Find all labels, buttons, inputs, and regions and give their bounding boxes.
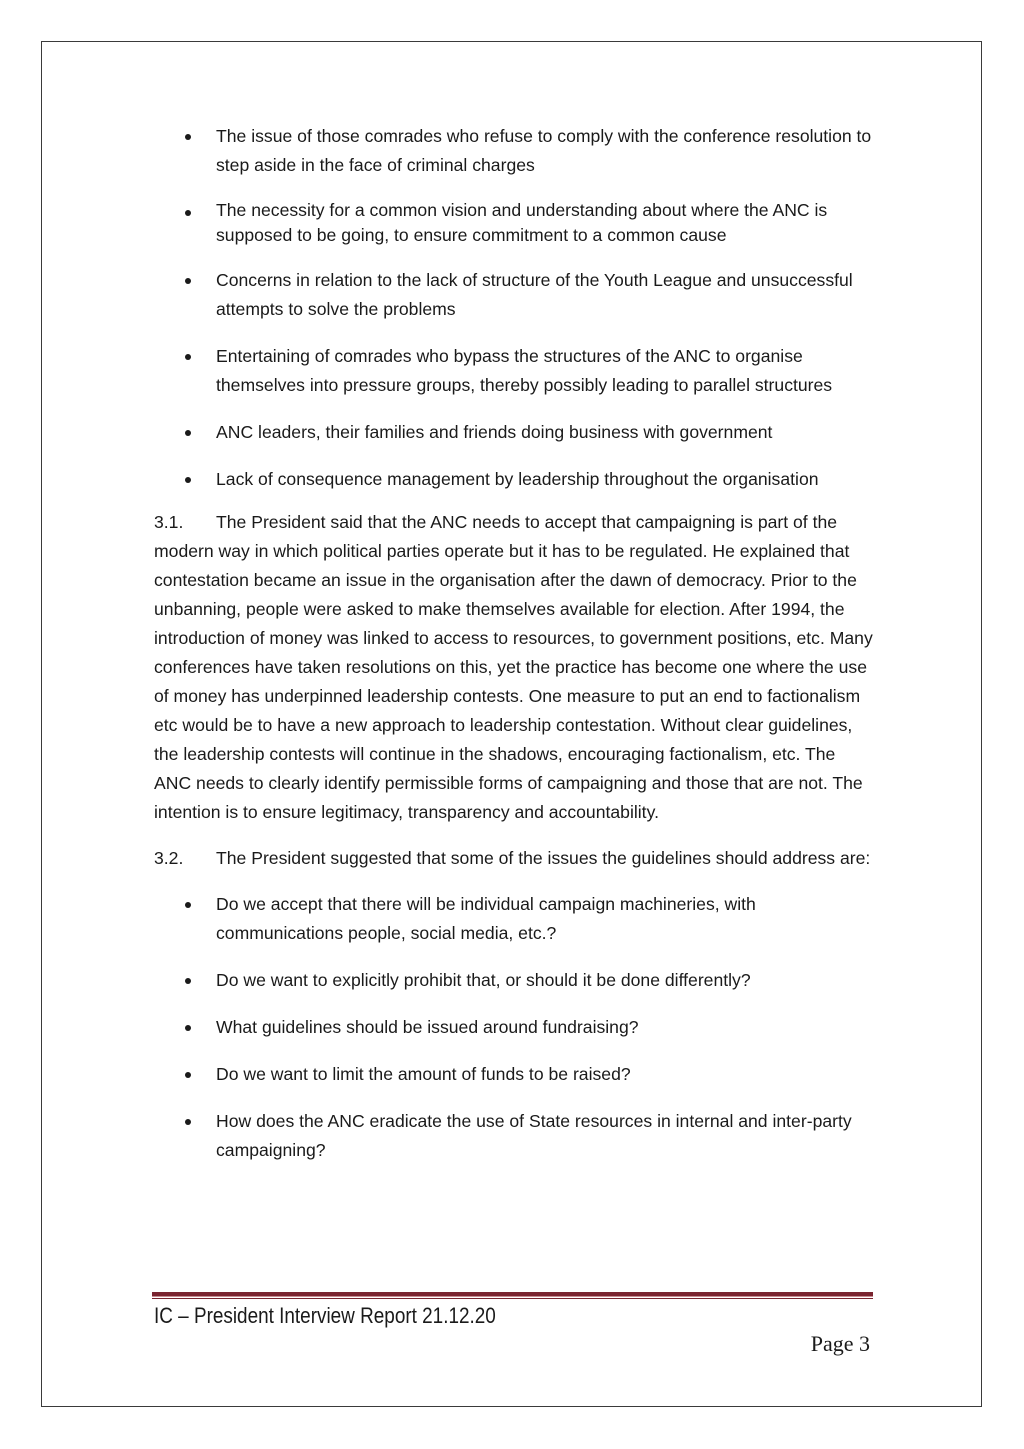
list-item-text: How does the ANC eradicate the use of State resources in internal and inter-party campaigning? bbox=[216, 1111, 852, 1160]
list-item-text: Do we want to explicitly prohibit that, or should it be done differently? bbox=[216, 970, 751, 990]
bullet-icon bbox=[185, 1119, 191, 1125]
footer-divider bbox=[152, 1292, 873, 1297]
list-item bbox=[154, 198, 874, 248]
paragraph-3-1 bbox=[154, 508, 874, 827]
bullet-icon bbox=[185, 1025, 191, 1031]
list-item-text: Entertaining of comrades who bypass the structures of the ANC to organise themselves into pressure groups, thereby possibly leading to parallel structures bbox=[216, 346, 833, 395]
paragraph-text: The President suggested that some of the issues the guidelines should address are: bbox=[216, 848, 871, 868]
list-item-text: What guidelines should be issued around fundraising? bbox=[216, 1017, 639, 1037]
footer-divider-thin bbox=[152, 1298, 873, 1299]
list-item bbox=[154, 1060, 874, 1089]
page-number: Page 3 bbox=[810, 1331, 870, 1356]
document-body bbox=[154, 122, 874, 1183]
list-item-text: Do we accept that there will be individual campaign machineries, with communications people, social media, etc.? bbox=[216, 894, 756, 943]
bullet-icon bbox=[185, 354, 191, 360]
bullet-icon bbox=[185, 430, 191, 436]
list-item-text: The necessity for a common vision and understanding about where the ANC is supposed to be going, to ensure commitment to a common cause bbox=[216, 200, 828, 245]
paragraph-3-2 bbox=[154, 844, 874, 873]
list-item bbox=[154, 465, 874, 494]
list-item bbox=[154, 266, 874, 324]
list-item-text: The issue of those comrades who refuse to comply with the conference resolution to step aside in the face of criminal charges bbox=[216, 126, 872, 175]
paragraph-number: 3.2. bbox=[154, 848, 184, 868]
list-item bbox=[154, 342, 874, 400]
paragraph-text: The President said that the ANC needs to accept that campaigning is part of the modern way in which political parties operate but it has to be regulated. He explained that contestation became an issue in the organisation after the dawn of democracy. Prior to the unbanning, people were asked to make themselves available for election. After 1994, the introduction of money was linked to access to resources, to government positions, etc. Many conferences have taken resolutions on this, yet the practice has become one where the use of money has underpinned leadership contests. One measure to put an end to factionalism etc would be to have a new approach to leadership contestation. Without clear guidelines, the leadership contests will continue in the shadows, encouraging factionalism, etc. The ANC needs to clearly identify permissible forms of campaigning and those that are not. The intention is to ensure legitimacy, transparency and accountability. bbox=[154, 512, 873, 822]
bullet-icon bbox=[185, 1072, 191, 1078]
list-item-text: ANC leaders, their families and friends doing business with government bbox=[216, 422, 773, 442]
guidelines-bullet-list bbox=[154, 890, 874, 1165]
list-item bbox=[154, 966, 874, 995]
list-item-text: Lack of consequence management by leadership throughout the organisation bbox=[216, 469, 819, 489]
bullet-icon bbox=[185, 210, 191, 216]
list-item bbox=[154, 122, 874, 180]
list-item-text: Do we want to limit the amount of funds to be raised? bbox=[216, 1064, 631, 1084]
footer-title: IC – President Interview Report 21.12.20 bbox=[154, 1303, 496, 1328]
list-item bbox=[154, 1013, 874, 1042]
bullet-icon bbox=[185, 134, 191, 140]
issues-bullet-list bbox=[154, 122, 874, 494]
bullet-icon bbox=[185, 477, 191, 483]
list-item bbox=[154, 1107, 874, 1165]
list-item bbox=[154, 418, 874, 447]
bullet-icon bbox=[185, 902, 191, 908]
bullet-icon bbox=[185, 978, 191, 984]
list-item bbox=[154, 890, 874, 948]
bullet-icon bbox=[185, 278, 191, 284]
list-item-text: Concerns in relation to the lack of structure of the Youth League and unsuccessful attempts to solve the problems bbox=[216, 270, 853, 319]
paragraph-number: 3.1. bbox=[154, 512, 184, 532]
